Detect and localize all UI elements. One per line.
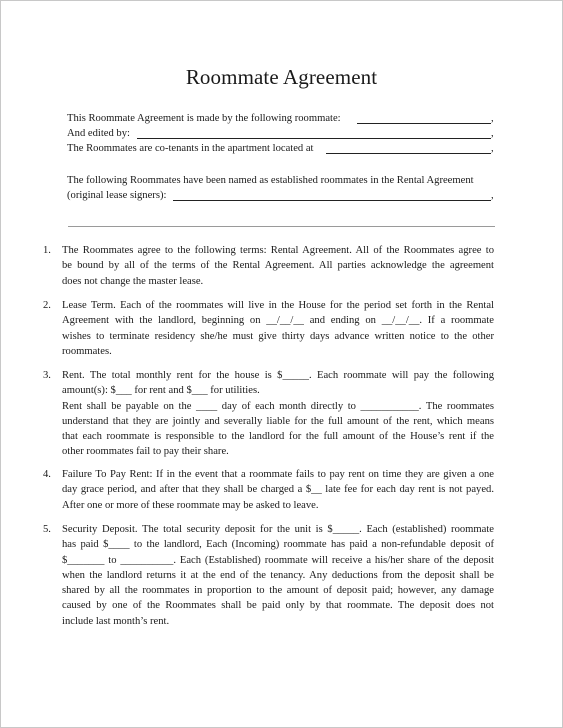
clause-line: when the landlord returns it at the end of the tenancy. Any deductions from the deposit shall be <box>62 569 494 581</box>
named-roommates-text: The following Roommates have been named as established roommates in the Rental Agreement <box>67 175 474 186</box>
edited-by-comma: , <box>491 128 494 139</box>
clause-line: day grace period, and after that they shall be charged a $__ late fee for each day rent is not payed. <box>62 484 494 496</box>
edited-by-label: And edited by: <box>67 128 130 139</box>
clause-line: wishes to terminate residency she/he must give thirty days advance written notice to the other <box>62 330 494 342</box>
address-comma: , <box>491 143 494 154</box>
clause-line: understand that they are jointly and severally liable for the full amount of the rent, which means <box>62 415 494 427</box>
item-number: 1. <box>43 245 51 256</box>
clause-line: caused by one of the Roommates shall be paid only by that roommate. The deposit does not <box>62 600 494 612</box>
clause-line: The Roommates agree to the following terms: Rental Agreement. All of the Roommates agree to <box>62 245 494 256</box>
clause-line: Rent. The total monthly rent for the house is $_____. Each roommate will pay the following <box>62 370 494 381</box>
edited-by-blank[interactable] <box>137 138 491 139</box>
clause-line: does not change the master lease. <box>62 275 204 287</box>
document-title: Roommate Agreement <box>185 65 378 89</box>
clause-roommate-terms <box>62 243 494 289</box>
clause-rent <box>62 368 494 460</box>
clause-line: After one or more of these roommate may be asked to leave. <box>62 499 319 511</box>
section-divider <box>68 226 495 227</box>
cotenants-label: The Roommates are co-tenants in the apartment located at <box>67 143 314 154</box>
clause-line: that each roommate is responsible to the landlord for the full amount of the House’s rent if the <box>62 431 494 443</box>
clause-line: Lease Term. Each of the roommates will live in the House for the period set forth in the Rental <box>62 300 494 311</box>
clause-failure-to-pay <box>62 467 494 513</box>
address-blank[interactable] <box>326 153 491 154</box>
made-by-label: This Roommate Agreement is made by the following roommate: <box>67 113 341 124</box>
clause-line: be bound by all of the terms of the Rental Agreement. All parties acknowledge the agreement <box>62 260 494 272</box>
clause-line: other roommates fail to pay their share. <box>62 446 229 458</box>
clause-line: $_______ to __________. Each (Established) roommate will receive a his/her share of the deposit <box>62 554 494 566</box>
made-by-comma: , <box>491 113 494 124</box>
clause-line: shared by all the roommates in proportion to the amount of deposit paid; however, any damage <box>62 585 494 597</box>
made-by-blank[interactable] <box>357 123 491 124</box>
item-number: 4. <box>43 469 51 480</box>
item-number: 2. <box>43 300 51 311</box>
clause-line: amount(s): $___ for rent and $___ for utilities. <box>62 385 260 397</box>
clause-line: Rent shall be payable on the ____ day of each month directly to ___________. The roommates <box>62 400 494 412</box>
clause-line: has paid $____ to the landlord, Each (Incoming) roommate has paid a non-refundable deposit of <box>62 539 494 551</box>
clause-line: Security Deposit. The total security deposit for the unit is $_____. Each (established) roommate <box>62 524 494 535</box>
clause-line: Agreement with the landlord, beginning on __/__/__ and ending on __/__/__. If a roommate <box>62 315 494 327</box>
lease-signers-blank[interactable] <box>173 200 491 201</box>
item-number: 3. <box>43 370 51 381</box>
clause-line: include last month’s rent. <box>62 615 170 627</box>
clause-line: roommates. <box>62 345 112 357</box>
lease-signers-comma: , <box>491 190 494 201</box>
clause-lease-term <box>62 298 494 359</box>
lease-signers-label: (original lease signers): <box>67 190 167 201</box>
clause-security-deposit <box>62 522 494 629</box>
item-number: 5. <box>43 524 51 535</box>
clause-line: Failure To Pay Rent: If in the event that a roommate fails to pay rent on time they are given a one <box>62 469 494 480</box>
